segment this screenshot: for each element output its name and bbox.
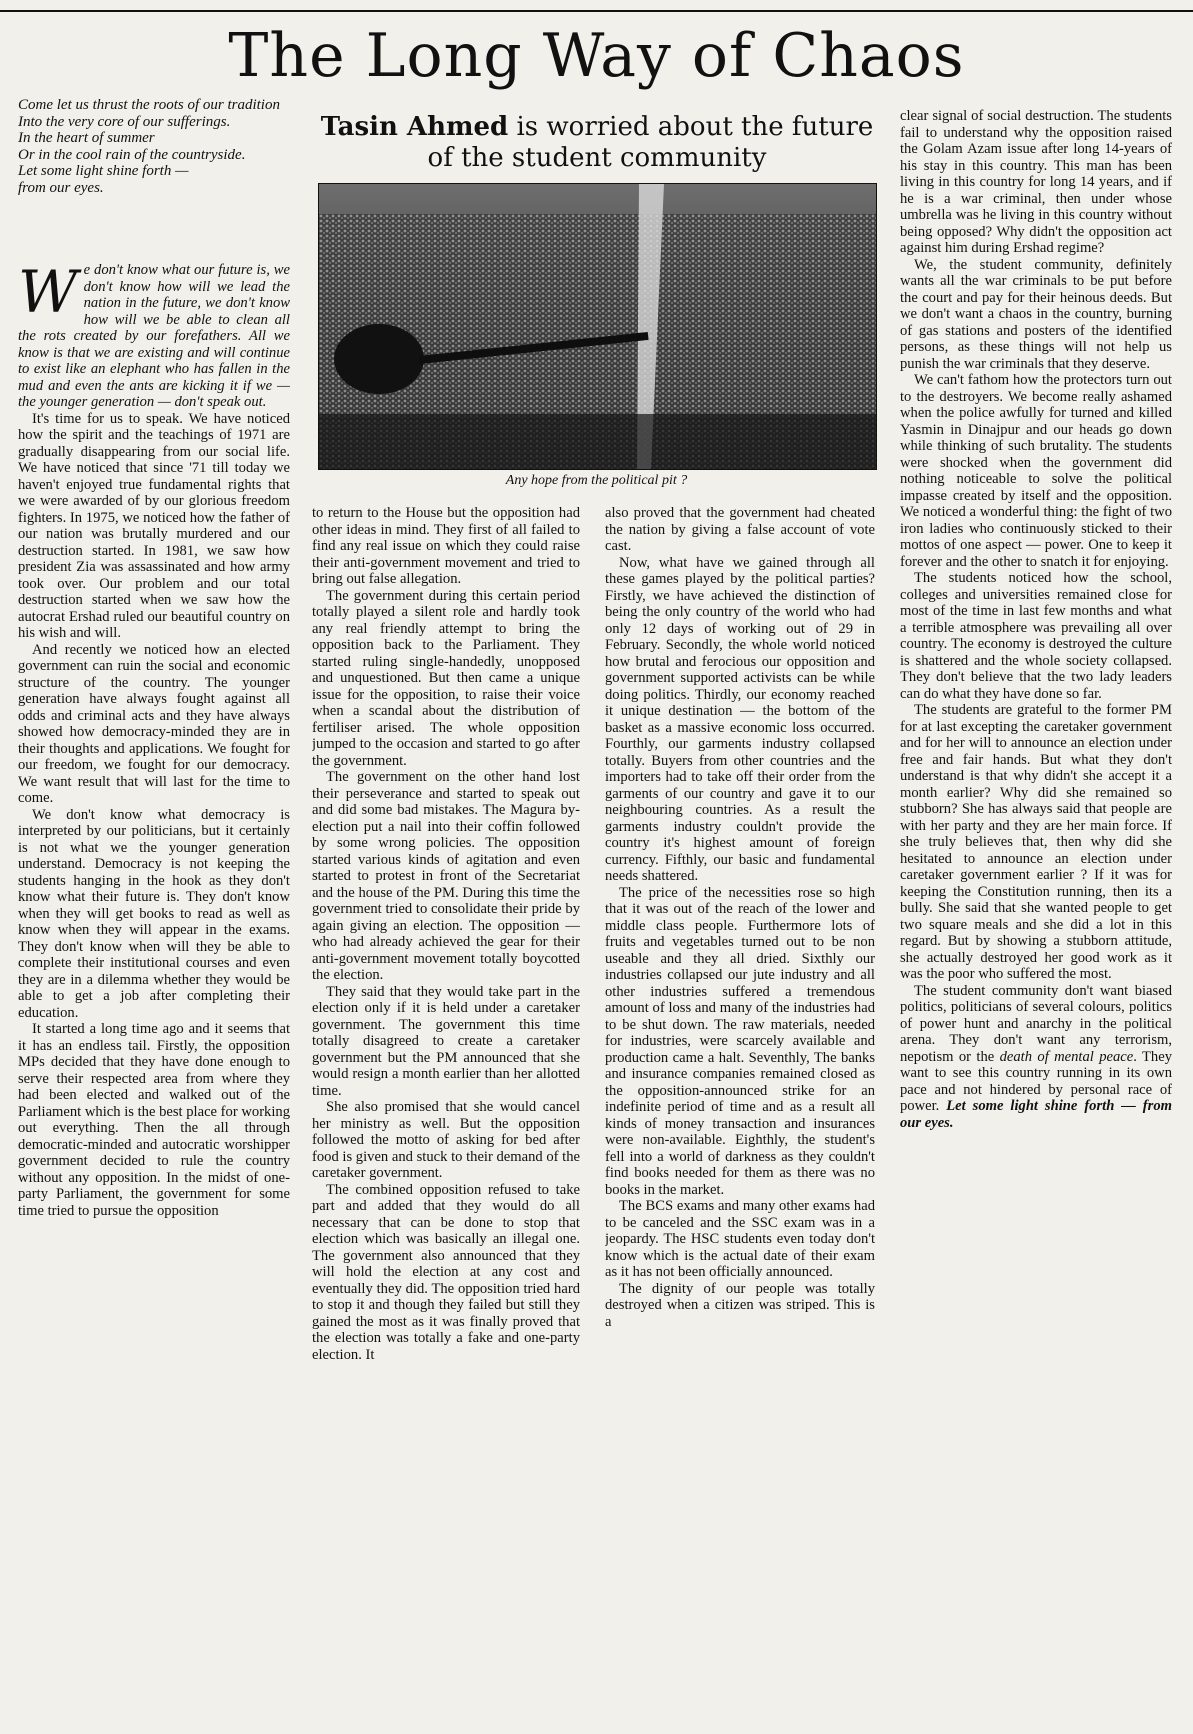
paragraph <box>900 983 1172 1132</box>
author-name: Tasin Ahmed <box>320 112 509 142</box>
drop-cap: W <box>18 262 78 326</box>
paragraph: The students noticed how the school, colleges and universities remained close for most of the time in last few months and what a terrible atmosphere was prevailing all over country. The economy is destroyed the culture is shattered and the whole society collapsed. They don't believe that the two lady leaders can do what they have done so far. <box>900 570 1172 702</box>
paragraph: The combined opposition refused to take part and added that they would do all necessary that can be done to stop that election which was basically an illegal one. The government also announced that they will hold the election at any cost and eventually they did. The opposition tried hard to stop it and though they failed but still they gained the most as it was finally proved that the election was totally a fake and one-party election. It <box>312 1181 580 1363</box>
paragraph: The dignity of our people was totally destroyed when a citizen was striped. This is a <box>605 1280 875 1330</box>
paragraph: It's time for us to speak. We have noticed how the spirit and the teachings of 1971 are gradually disappearing from our social life. We have noticed that since '71 till today we haven't enjoyed true fundamental rights that we were awarded of by our glorious freedom fighters. In 1975, we noticed how the father of our nation was brutally murdered and our destruction started. In 1981, we saw how president Zia was assassinated and how army took over. Our problem and our total destruction started when we saw how the autocrat Ershad ruled our beautiful country on his wish and will. <box>18 410 290 641</box>
paragraph: The government on the other hand lost their perseverance and started to speak out and did some bad mistakes. The Magura by-election put a nail into their coffin followed by some wrong policies. The opposition started various kinds of agitation and even started to protest in front of the Secretariat and the house of the PM. During this time the government tried to consolidate their pride by again giving an election. The opposition — who had already achieved the gear for their anti-government movement totally boycotted the election. <box>312 769 580 983</box>
poem-line: In the heart of summer <box>18 130 155 146</box>
paragraph: also proved that the government had cheated the nation by giving a false account of vote cast. <box>605 505 875 554</box>
paragraph: The government during this certain period totally played a silent role and hardly took any real friendly attempt to bring the opposition back to the Parliament. They started ruling single-handedly, unopposed and unquestioned. But then came a unique issue for the opposition, to raise their voice when a scandal about the distribution of fertiliser arised. The whole opposition jumped to the occasion and started to go after the government. <box>312 587 580 769</box>
column-1 <box>18 262 290 1724</box>
headline: The Long Way of Chaos <box>228 21 965 91</box>
poem-line: Into the very core of our sufferings. <box>18 113 231 130</box>
paragraph: They said that they would take part in the election only if it is held under a caretaker government. The government this time totally disagreed to create a caretaker government but the PM announced that she would resign a month earlier than her allotted time. <box>312 983 580 1099</box>
column-4 <box>900 108 1172 1728</box>
paragraph: e don't know what our future is, we don't know how will we lead the nation in the future, we don't know how will we be able to clean all the rots created by our forefathers. All we know is that we are existing and will continue to exist like an elephant who has fallen in the mud and even the ants are kicking it if we — the younger generation — don't speak out. <box>18 262 290 410</box>
poem-line: Let some light shine forth — <box>18 163 189 179</box>
crowd-photo <box>318 183 877 470</box>
lede <box>312 112 882 174</box>
paragraph: We, the student community, definitely wants all the war criminals to be put before the court and pay for their heinous deeds. But we don't want a chaos in the country, burning of gas stations and posters of the identified persons, as these things will not help us punish the war criminals that they deserve. <box>900 256 1172 372</box>
text-run: . They want to see this country running in its own pace and not hindered by personal race of power. <box>900 1048 1172 1114</box>
text-run-italic: death of mental peace <box>999 1048 1134 1065</box>
poem-line: Come let us thrust the roots of our tradition <box>18 97 280 113</box>
poem-line: Or in the cool rain of the countryside. <box>18 146 246 163</box>
text-run: The student community don't want biased politics, politicians of several colours, politics of power hunt and anarchy in the political arena. They don't want any terrorism, nepotism or the <box>900 982 1172 1065</box>
column-3 <box>605 505 875 1727</box>
crowd-photo-graphic <box>319 184 876 469</box>
paragraph: to return to the House but the opposition had other ideas in mind. They first of all failed to find any real issue on which they could raise their anti-government movement and tried to bring out false allegation. <box>312 505 580 587</box>
paragraph: It started a long time ago and it seems that it has an endless tail. Firstly, the opposition MPs decided that they have done enough to serve their respected area from where they had been elected and walked out of the Parliament which is the best place for working out everything. Then the all through democratic-minded and autocratic worshipper government decided to rule the country without any opposition. In the midst of one-party Parliament, the government for some time tried to pursue the opposition <box>18 1021 290 1219</box>
top-rule <box>0 10 1193 12</box>
photo-caption: Any hope from the political pit ? <box>505 473 688 488</box>
paragraph: The price of the necessities rose so high that it was out of the reach of the lower and middle class people. Furthermore lots of fruits and vegetables turned out to be non useable and they all dried. Sixthly our industries collapsed our jute industry and all other industries suffered a tremendous amount of loss and many of the industries had to be shut down. The raw materials, needed for industries, were scarcely available and production came a halt. Seventhly, The banks and insurance companies remained closed as the opposition-announced strike for an indefinite period of time and as a result all kinds of money transaction and insurances were non-available. Eighthly, the student's fell into a world of darkness as they couldn't find books needed for them as there was no books in the market. <box>605 884 875 1198</box>
epigraph-poem <box>18 97 298 196</box>
paragraph: She also promised that she would cancel her ministry as well. But the opposition followed the motto of asking for bed after food is given and stuck to their demand of the caretaker government. <box>312 1099 580 1181</box>
closing-line: Let some light shine forth — from our eyes. <box>900 1098 1172 1131</box>
paragraph: The BCS exams and many other exams had to be canceled and the SSC exam was in a jeopardy. The HSC students even today don't know which is the actual date of their exam as it has not been officially announced. <box>605 1198 875 1280</box>
paragraph: Now, what have we gained through all these games played by the political parties? Firstly, we have achieved the distinction of being the only country of the world who had only 12 days of working out of 29 in February. Secondly, the whole world noticed how brutal and ferocious our opposition and government supported activists can be while doing politics. Thirdly, our economy reached it unique destination — the bottom of the basket as a massive economic loss occurred. Fourthly, our garments industry collapsed totally. Buyers from other countries and the importers had to take off their order from the garments of our country and gave it to our neighbouring countries. As a result the garments industry couldn't provide the country it's highest amount of foreign currency. Fifthly, our basic and fundamental needs shattered. <box>605 554 875 884</box>
paragraph: We can't fathom how the protectors turn out to the destroyers. We become really ashamed when the police awfully for turned and killed Yasmin in Dinajpur and our heads go down while thinking of such brutality. The students were shocked when the government did nothing noticeable to solve the political impasse created by itself and the opposition. We noticed a wonderful thing: the fight of two iron ladies who continuously sticked to their mottos of one aspect — power. One to keep it forever and the other to snatch it for enjoying. <box>900 372 1172 570</box>
paragraph: The students are grateful to the former PM for at last excepting the caretaker government and for her will to announce an election under free and fair hands. But what they don't understand is that why didn't she accept it a month earlier? Why did she remained so stubborn? She has always said that people are with her party and they are her main force. If she truly believes that, then why did she hesitated to announce an election under caretaker government earlier ? If it was for keeping the Constitution running, then its a bully. She said that she wanted people to get two square meals and she did a lot in this regard. But by showing a stubborn attitude, she actually destroyed her good work as it was the poor who suffered the most. <box>900 702 1172 982</box>
lede-text: is worried about the future of the student community <box>427 112 874 173</box>
paragraph: And recently we noticed how an elected government can ruin the social and economic structure of the country. The younger generation have always fought against all odds and criminal acts and they have always showed how democracy-minded they are in their thoughts and applications. We fought for our freedom, we fought for our democracy. We want result that will last for the time to come. <box>18 641 290 806</box>
paragraph: clear signal of social destruction. The students fail to understand why the opposition raised the Golam Azam issue after long 14-years of his stay in this country. This man has been living in this country for long 14 years, and if he is a war criminal, then under whose umbrella was he living in this country without being opposed? Why didn't the opposition act against him during Ershad regime? <box>900 108 1172 256</box>
paragraph: We don't know what democracy is interpreted by our politicians, but it certainly is not what we the younger generation understand. Democracy is not keeping the students hanging in the hook as they don't know what their future is. They don't know when they will get books to read as well as know when they will appear in the exams. They don't know when will they be able to complete their institutional courses and even they are in a dilemma whether they would be able to get a job after completing their education. <box>18 806 290 1021</box>
column-2 <box>312 505 580 1727</box>
poem-line: from our eyes. <box>18 179 104 196</box>
